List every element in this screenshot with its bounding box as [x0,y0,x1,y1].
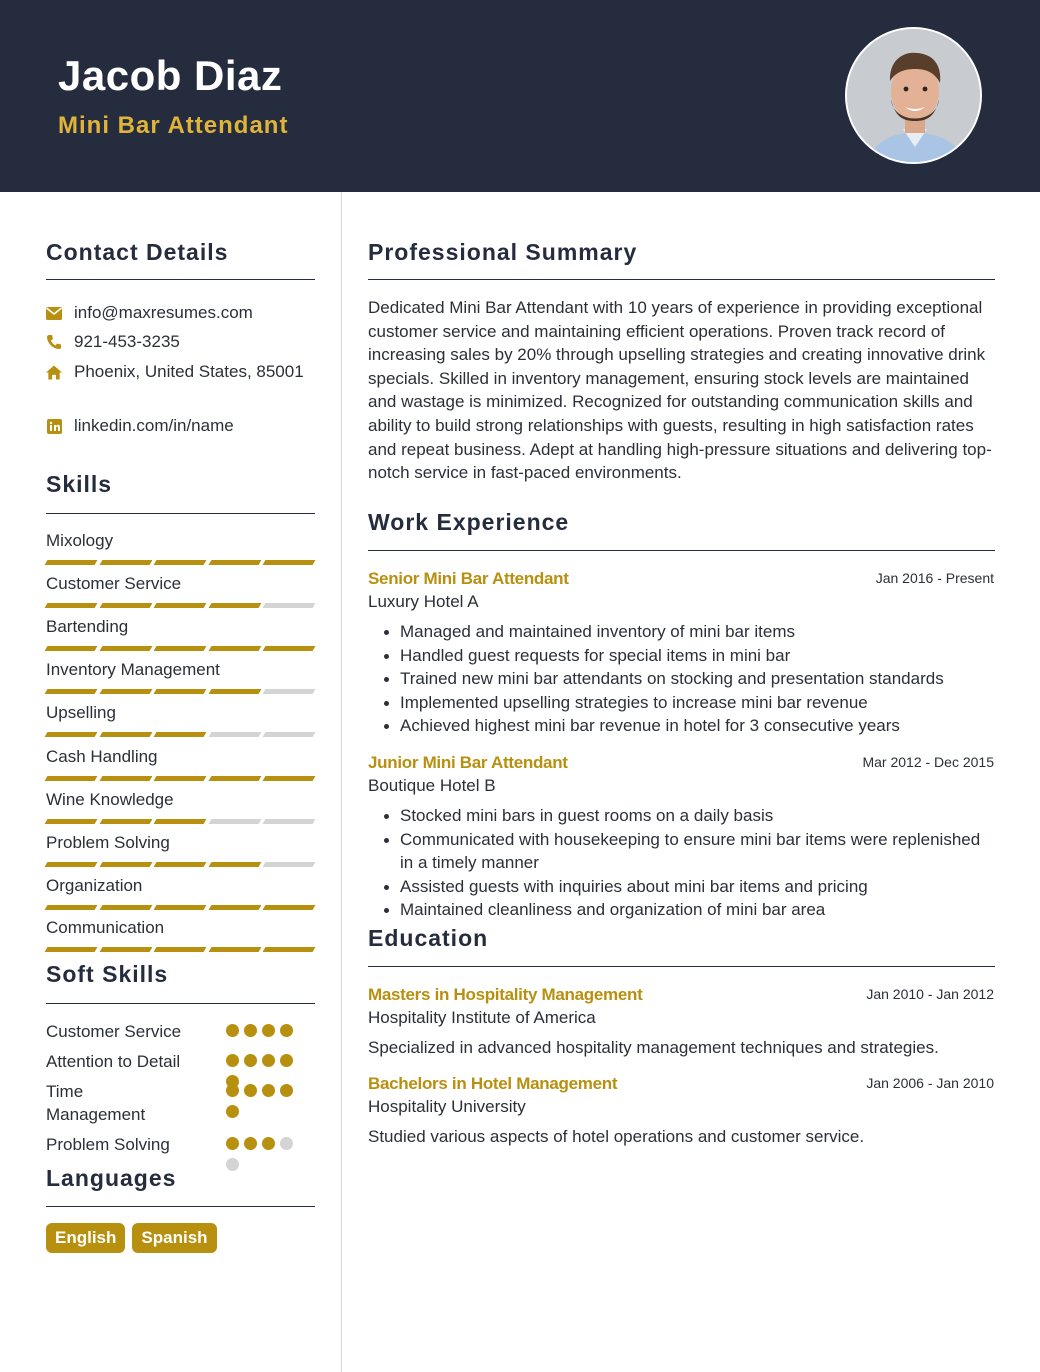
summary-heading: Professional Summary [368,239,638,265]
rating-dot [226,1054,239,1067]
experience-entry [368,752,994,922]
skill-level-segment [99,560,151,565]
education-entry [368,984,994,1060]
skill-level-bar [46,603,314,608]
bullet-item: Stocked mini bars in guest rooms on a daily basis [368,804,994,828]
skill-level-segment [208,905,260,910]
rating-dot [262,1137,275,1150]
bullet-item: Implemented upselling strategies to increase mini bar revenue [368,691,994,715]
education-title: Masters in Hospitality Management [368,985,643,1004]
experience-rule [368,550,995,551]
skill-level-segment [263,560,315,565]
skill-level-segment [208,689,260,694]
skill-level-segment [45,603,97,608]
skill-item [46,616,314,651]
contact-phone[interactable] [46,331,180,353]
skill-level-segment [263,905,315,910]
experience-title: Junior Mini Bar Attendant [368,753,568,772]
skill-level-segment [45,862,97,867]
education-desc: Specialized in advanced hospitality management techniques and strategies. [368,1038,939,1057]
soft-skill-name: Time Management [46,1082,146,1124]
skill-level-segment [154,560,206,565]
resume-header [0,0,1040,192]
experience-org: Boutique Hotel B [368,776,496,795]
experience-title: Senior Mini Bar Attendant [368,569,569,588]
skill-level-bar [46,819,314,824]
skill-level-segment [154,646,206,651]
skill-level-segment [45,905,97,910]
skill-level-segment [99,947,151,952]
skill-name: Cash Handling [46,747,158,766]
skill-name: Organization [46,876,143,895]
contact-linkedin[interactable] [46,415,234,437]
skill-level-segment [99,603,151,608]
skill-level-segment [154,603,206,608]
column-divider [341,192,342,1372]
skill-level-segment [154,947,206,952]
skill-level-segment [263,732,315,737]
skill-level-segment [45,689,97,694]
contact-email[interactable] [46,302,253,324]
skill-level-segment [263,646,315,651]
rating-dot [280,1137,293,1150]
skill-name: Inventory Management [46,660,220,679]
rating-dot [226,1024,239,1037]
skill-name: Customer Service [46,574,182,593]
skill-level-segment [99,732,151,737]
bullet-item: Communicated with housekeeping to ensure mini bar items were replenished in a timely manner [368,828,994,875]
rating-dot [244,1054,257,1067]
profile-photo [845,27,982,164]
rating-dot [262,1024,275,1037]
education-entry [368,1073,994,1149]
education-heading: Education [368,925,489,951]
experience-org: Luxury Hotel A [368,592,479,611]
rating-dot [244,1024,257,1037]
education-org: Hospitality Institute of America [368,1008,596,1027]
skill-item [46,875,314,910]
summary-text: Dedicated Mini Bar Attendant with 10 years of experience in providing exceptional customer service and maintaining efficient operations. Proven track record of increasing sales by 20% through upselling strategies and creating innovative drink specials. Skilled in inventory management, ensuring stock levels are maintained and wastage is minimized. Recognized for outstanding communication skills and ability to build strong relationships with guests, resulting in high satisfaction rates and repeat business. Adept at handling high-pressure situations and delivering top-notch service in fast-paced environments. [368,298,992,483]
summary-rule [368,279,995,280]
skill-level-segment [154,905,206,910]
soft-skill-name: Customer Service [46,1022,182,1041]
skill-level-segment [99,776,151,781]
language-badge: English [46,1223,125,1253]
phone-icon [46,334,62,350]
skill-level-segment [45,947,97,952]
skill-level-bar [46,646,314,651]
skill-level-segment [45,646,97,651]
bullet-item: Handled guest requests for special items in mini bar [368,644,994,668]
skill-level-segment [45,776,97,781]
rating-dot [226,1137,239,1150]
rating-dot [244,1084,257,1097]
contact-heading: Contact Details [46,239,229,265]
skill-name: Bartending [46,617,129,636]
experience-date: Jan 2016 - Present [875,570,994,586]
skill-item [46,832,314,867]
skill-level-segment [208,646,260,651]
education-rule [368,966,995,967]
skill-level-segment [99,819,151,824]
skill-item [46,530,314,565]
linkedin-icon [46,418,62,434]
skill-level-segment [208,603,260,608]
languages-heading: Languages [46,1165,177,1191]
skill-level-segment [154,862,206,867]
experience-heading: Work Experience [368,509,570,535]
contact-email-text: info@maxresumes.com [74,303,253,322]
skill-name: Problem Solving [46,833,170,852]
skill-level-segment [99,905,151,910]
skill-level-segment [263,776,315,781]
languages-list [46,1223,217,1253]
skill-name: Wine Knowledge [46,790,174,809]
soft-skill-rating [226,1084,306,1118]
skill-level-segment [208,862,260,867]
experience-bullets [368,804,994,922]
skill-level-bar [46,689,314,694]
contact-address-text: Phoenix, United States, 85001 [74,362,304,381]
candidate-name: Jacob Diaz [58,52,283,99]
skill-level-segment [208,776,260,781]
skill-level-segment [263,689,315,694]
skill-level-segment [45,732,97,737]
rating-dot [244,1137,257,1150]
bullet-item: Managed and maintained inventory of mini bar items [368,620,994,644]
contact-linkedin-text: linkedin.com/in/name [74,416,234,435]
skill-name: Upselling [46,703,116,722]
skill-level-segment [208,560,260,565]
education-date: Jan 2010 - Jan 2012 [866,986,994,1002]
soft-skill-rating [226,1054,306,1088]
skill-level-segment [99,646,151,651]
skills-rule [46,513,315,514]
contact-phone-text: 921-453-3235 [74,332,180,351]
bullet-item: Achieved highest mini bar revenue in hotel for 3 consecutive years [368,714,994,738]
home-icon [46,364,62,380]
skill-level-segment [208,819,260,824]
job-title: Mini Bar Attendant [58,112,289,139]
bullet-item: Assisted guests with inquiries about mini bar items and pricing [368,875,994,899]
skill-level-bar [46,947,314,952]
skill-level-segment [263,862,315,867]
skill-name: Communication [46,918,165,937]
skill-level-bar [46,732,314,737]
skill-level-bar [46,862,314,867]
rating-dot [280,1054,293,1067]
soft-skill-rating [226,1024,306,1037]
envelope-icon [46,305,62,321]
skill-level-segment [154,819,206,824]
skill-level-bar [46,560,314,565]
soft-skills-heading: Soft Skills [46,961,169,987]
skill-level-segment [99,689,151,694]
soft-skills-rule [46,1003,315,1004]
languages-rule [46,1206,315,1207]
experience-bullets [368,620,994,738]
skill-level-bar [46,776,314,781]
skill-level-segment [263,603,315,608]
rating-dot [226,1105,239,1118]
skill-level-segment [263,819,315,824]
rating-dot [280,1084,293,1097]
bullet-item: Trained new mini bar attendants on stocking and presentation standards [368,667,994,691]
skill-level-segment [208,732,260,737]
skill-item [46,917,314,952]
skill-level-segment [154,776,206,781]
skill-item [46,789,314,824]
soft-skill-name: Problem Solving [46,1135,170,1154]
rating-dot [262,1084,275,1097]
experience-date: Mar 2012 - Dec 2015 [862,754,994,770]
language-badge: Spanish [132,1223,216,1253]
rating-dot [226,1084,239,1097]
skill-level-segment [99,862,151,867]
skill-level-segment [45,560,97,565]
avatar-icon [847,29,982,164]
skill-level-segment [208,947,260,952]
experience-entry [368,568,994,738]
soft-skill-rating [226,1137,306,1171]
education-org: Hospitality University [368,1097,526,1116]
skills-heading: Skills [46,471,113,497]
rating-dot [262,1054,275,1067]
bullet-item: Maintained cleanliness and organization of mini bar area [368,898,994,922]
skill-level-segment [154,732,206,737]
skill-level-segment [45,819,97,824]
skill-item [46,746,314,781]
skill-level-bar [46,905,314,910]
skill-name: Mixology [46,531,114,550]
skill-item [46,659,314,694]
rating-dot [226,1158,239,1171]
contact-address [46,361,304,383]
skill-level-segment [154,689,206,694]
soft-skill-name: Attention to Detail [46,1052,181,1071]
education-desc: Studied various aspects of hotel operations and customer service. [368,1127,865,1146]
education-title: Bachelors in Hotel Management [368,1074,618,1093]
skill-level-segment [263,947,315,952]
skill-item [46,702,314,737]
skill-item [46,573,314,608]
rating-dot [280,1024,293,1037]
contact-rule [46,279,315,280]
education-date: Jan 2006 - Jan 2010 [866,1075,994,1091]
